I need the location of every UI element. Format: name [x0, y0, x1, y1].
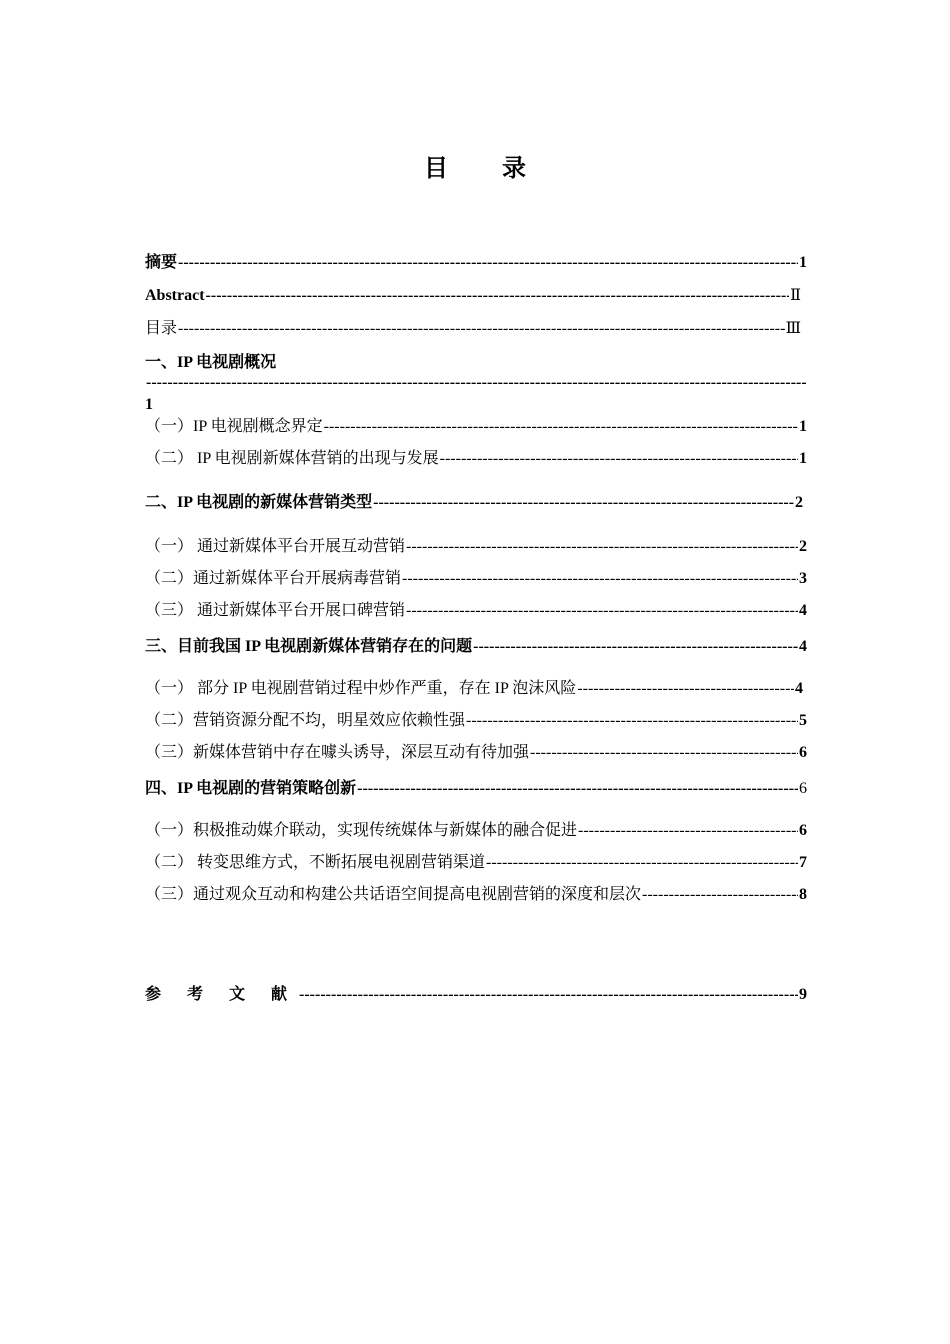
page-title: 目 录 — [424, 156, 550, 182]
toc-page-number: 7 — [799, 854, 807, 871]
toc-entry-label: （二）通过新媒体平台开展病毒营销 — [145, 570, 402, 587]
toc-entry-chapter-4[interactable] — [145, 779, 807, 799]
toc-entry-chapter-2[interactable] — [145, 493, 803, 513]
toc-leader — [473, 637, 798, 657]
toc-leader — [578, 821, 798, 841]
toc-entry-label: （三）新媒体营销中存在噱头诱导，深层互动有待加强 — [145, 744, 530, 761]
toc-leader — [206, 286, 790, 306]
toc-entry-label: （一）IP 电视剧概念界定 — [145, 418, 323, 435]
toc-page-number: 6 — [799, 744, 807, 761]
toc-entry-references[interactable] — [145, 985, 807, 1005]
toc-entry-4-1[interactable] — [145, 821, 807, 841]
toc-entry-contents[interactable] — [145, 319, 801, 339]
toc-page-number: 2 — [799, 538, 807, 555]
toc-page-number: 6 — [799, 780, 807, 797]
toc-page-number: 4 — [799, 638, 807, 655]
toc-entry-1-2[interactable] — [145, 449, 807, 469]
toc-entry-label: （一）积极推动媒介联动，实现传统媒体与新媒体的融合促进 — [145, 822, 578, 839]
toc-entry-2-1[interactable] — [145, 537, 807, 557]
toc-entry-chapter-3[interactable] — [145, 637, 807, 657]
toc-leader — [406, 537, 798, 557]
toc-leader — [440, 449, 798, 469]
toc-entry-label: 参 考 文 献 — [145, 986, 299, 1003]
toc-page-number: 4 — [799, 602, 807, 619]
toc-entry-label: 四、IP 电视剧的营销策略创新 — [145, 780, 357, 797]
toc-entry-label: （三） 通过新媒体平台开展口碑营销 — [145, 602, 406, 619]
toc-entry-3-2[interactable] — [145, 711, 807, 731]
toc-entry-label: （二）营销资源分配不均，明星效应依赖性强 — [145, 712, 466, 729]
toc-leader — [577, 679, 794, 699]
toc-entry-2-3[interactable] — [145, 601, 807, 621]
toc-entry-label: （三）通过观众互动和构建公共话语空间提高电视剧营销的深度和层次 — [145, 886, 642, 903]
toc-entry-abstract-cn[interactable] — [145, 253, 807, 273]
toc-leader — [642, 885, 798, 905]
toc-leader — [530, 743, 798, 763]
toc-entry-label: （二） IP 电视剧新媒体营销的出现与发展 — [145, 450, 439, 467]
toc-entry-label: （一） 部分 IP 电视剧营销过程中炒作严重，存在 IP 泡沫风险 — [145, 680, 577, 697]
toc-entry-label: （二） 转变思维方式，不断拓展电视剧营销渠道 — [145, 854, 486, 871]
toc-leader — [373, 493, 794, 513]
toc-leader — [357, 779, 798, 799]
toc-entry-chapter-1[interactable] — [145, 353, 807, 415]
toc-leader — [178, 253, 798, 273]
toc-entry-1-1[interactable] — [145, 417, 807, 437]
toc-page-number: 3 — [799, 570, 807, 587]
toc-page-number: 6 — [799, 822, 807, 839]
toc-page-number: Ⅲ — [785, 320, 801, 337]
toc-entry-label: 三、目前我国 IP 电视剧新媒体营销存在的问题 — [145, 638, 473, 655]
toc-page-number: 2 — [795, 494, 803, 511]
toc-leader — [146, 373, 806, 393]
toc-leader — [402, 569, 798, 589]
toc-entry-label: 目录 — [145, 320, 178, 337]
toc-page-number: 8 — [799, 886, 807, 903]
toc-leader — [486, 853, 798, 873]
toc-entry-label: （一） 通过新媒体平台开展互动营销 — [145, 538, 406, 555]
toc-entry-4-2[interactable] — [145, 853, 807, 873]
toc-page-number: 5 — [799, 712, 807, 729]
toc-page-number: 9 — [799, 986, 807, 1003]
toc-leader — [466, 711, 798, 731]
toc-entry-abstract-en[interactable] — [145, 286, 801, 306]
toc-entry-label: Abstract — [145, 287, 205, 304]
toc-page-number: 1 — [145, 396, 153, 413]
toc-leader — [178, 319, 785, 339]
toc-page-number: 1 — [799, 254, 807, 271]
toc-entry-label: 二、IP 电视剧的新媒体营销类型 — [145, 494, 373, 511]
toc-page-number: 1 — [799, 450, 807, 467]
toc-entry-3-3[interactable] — [145, 743, 807, 763]
toc-entry-3-1[interactable] — [145, 679, 803, 699]
toc-leader — [406, 601, 798, 621]
toc-page-number: 4 — [795, 680, 803, 697]
toc-entry-label: 摘要 — [145, 254, 178, 271]
toc-leader — [324, 417, 798, 437]
toc-leader — [299, 985, 798, 1005]
toc-entry-2-2[interactable] — [145, 569, 807, 589]
toc-page-number: 1 — [799, 418, 807, 435]
toc-page-number: Ⅱ — [790, 287, 801, 304]
toc-entry-4-3[interactable] — [145, 885, 807, 905]
toc-entry-label: 一、IP 电视剧概况 — [145, 354, 277, 371]
